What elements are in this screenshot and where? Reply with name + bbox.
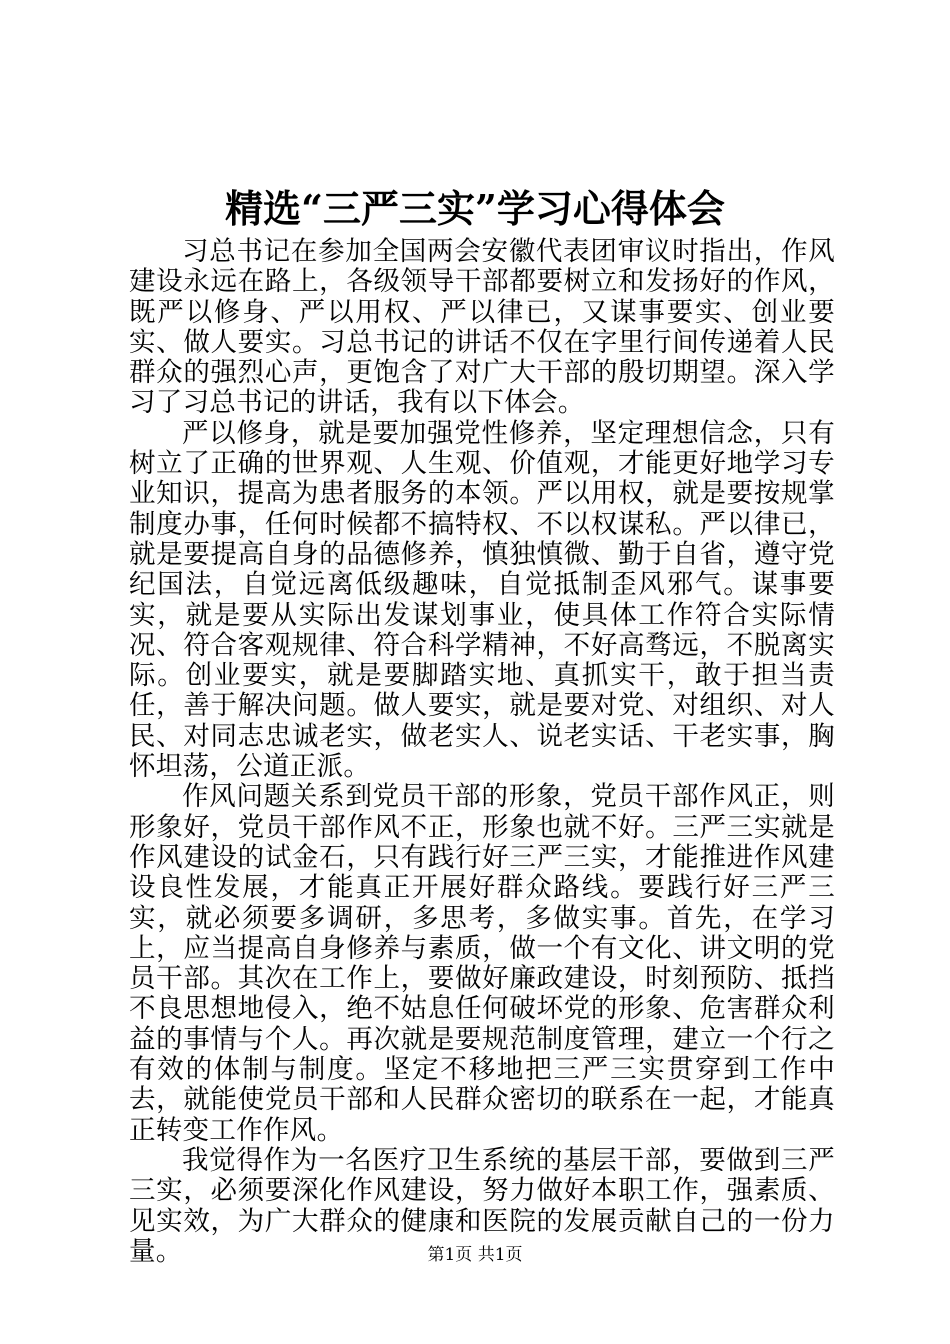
document-title: 精选“三严三实”学习心得体会 [225, 186, 725, 231]
paragraph-three-stricts: 严以修身，就是要加强党性修养，坚定理想信念，只有树立了正确的世界观、人生观、价值观，才能更好地学习专业知识，提高为患者服务的本领。严以用权，就是要按规掌制度办事，任何时候都不搞特权、不以权谋私。严以律已，就是要提高自身的品德修养，慎独慎微、勤于自省，遵守党纪国法，自觉远离低级趣味，自觉抵制歪风邪气。谋事要实，就是要从实际出发谋划事业，使具体工作符合实际情况、符合客观规律、符合科学精神，不好高骛远，不脱离实际。创业要实，就是要脚踏实地、真抓实干，敢于担当责任，善于解决问题。做人要实，就是要对党、对组织、对人民、对同志忠诚老实，做老实人、说老实话、干老实事，胸怀坦荡，公道正派。 [129, 417, 835, 783]
paragraph-intro: 习总书记在参加全国两会安徽代表团审议时指出，作风建设永远在路上，各级领导干部都要树立和发扬好的作风，既严以修身、严以用权、严以律已，又谋事要实、创业要实、做人要实。习总书记的讲话不仅在字里行间传递着人民群众的强烈心声，更饱含了对广大干部的殷切期望。深入学习了习总书记的讲话，我有以下体会。 [129, 236, 835, 419]
paragraph-conclusion: 我觉得作为一名医疗卫生系统的基层干部，要做到三严三实，必须要深化作风建设，努力做好本职工作，强素质、见实效，为广大群众的健康和医院的发展贡献自己的一份力量。 [129, 1144, 835, 1267]
page-footer: 第1页 共1页 [427, 1245, 523, 1265]
paragraph-work-style: 作风问题关系到党员干部的形象，党员干部作风正，则形象好，党员干部作风不正，形象也就不好。三严三实就是作风建设的试金石，只有践行好三严三实，才能推进作风建设良性发展，才能真正开展好群众路线。要践行好三严三实，就必须要多调研，多思考，多做实事。首先，在学习上，应当提高自身修养与素质，做一个有文化、讲文明的党员干部。其次在工作上，要做好廉政建设，时刻预防、抵挡不良思想地侵入，绝不姑息任何破坏党的形象、危害群众利益的事情与个人。再次就是要规范制度管理，建立一个行之有效的体制与制度。坚定不移地把三严三实贯穿到工作中去，就能使党员干部和人民群众密切的联系在一起，才能真正转变工作作风。 [129, 781, 835, 1146]
document-body [129, 237, 835, 1267]
